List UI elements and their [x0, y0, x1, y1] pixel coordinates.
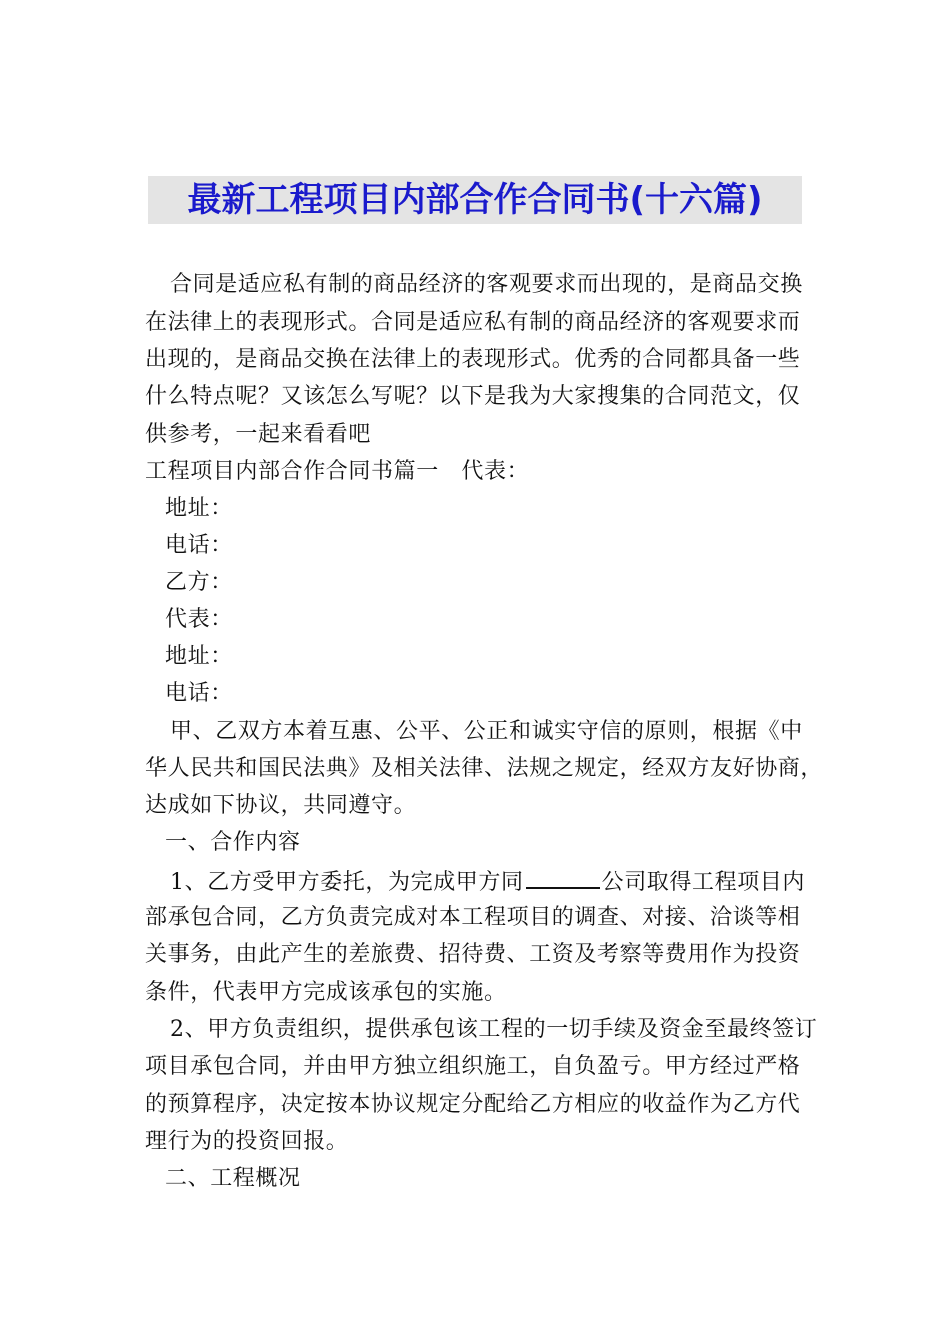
intro-line-1: 合同是适应私有制的商品经济的客观要求而出现的，是商品交换: [170, 272, 803, 297]
intro-line-2: 在法律上的表现形式。合同是适应私有制的商品经济的客观要求而: [145, 310, 801, 335]
section-heading: 工程项目内部合作合同书篇一 代表：: [145, 459, 530, 484]
clause1-line-2: 部承包合同，乙方负责完成对本工程项目的调查、对接、洽谈等相: [145, 905, 801, 930]
intro-line-3: 出现的，是商品交换在法律上的表现形式。优秀的合同都具备一些: [145, 347, 801, 372]
clause1-line-4: 条件，代表甲方完成该承包的实施。: [145, 980, 507, 1005]
document-title: 最新工程项目内部合作合同书(十六篇): [148, 176, 802, 224]
clause2-line-4: 理行为的投资回报。: [145, 1129, 349, 1154]
clause2-line-2: 项目承包合同，并由甲方独立组织施工，自负盈亏。甲方经过严格: [145, 1054, 801, 1079]
clause1-line-1: [170, 865, 805, 898]
agreement-line-3: 达成如下协议，共同遵守。: [145, 793, 417, 818]
agreement-line-1: 甲、乙双方本着互惠、公平、公正和诚实守信的原则，根据《中: [170, 719, 803, 744]
clause1-text-after: 公司取得工程项目内: [601, 870, 806, 895]
agreement-line-2: 华人民共和国民法典》及相关法律、法规之规定，经双方友好协商，: [145, 756, 824, 781]
clause1-line-3: 关事务，由此产生的差旅费、招待费、工资及考察等费用作为投资: [145, 942, 801, 967]
field-phone-2: 电话：: [165, 681, 233, 706]
part1-heading: 一、合作内容: [165, 830, 301, 855]
part2-heading: 二、工程概况: [165, 1166, 301, 1191]
field-representative: 代表：: [165, 607, 233, 632]
clause2-line-1: 2、甲方负责组织，提供承包该工程的一切手续及资金至最终签订: [170, 1017, 818, 1042]
field-phone-1: 电话：: [165, 533, 233, 558]
clause2-line-3: 的预算程序，决定按本协议规定分配给乙方相应的收益作为乙方代: [145, 1092, 801, 1117]
field-address-1: 地址：: [165, 496, 233, 521]
intro-line-4: 什么特点呢？又该怎么写呢？以下是我为大家搜集的合同范文，仅: [145, 384, 801, 409]
field-address-2: 地址：: [165, 644, 233, 669]
intro-line-5: 供参考，一起来看看吧: [145, 422, 372, 447]
fill-in-blank: [526, 865, 600, 889]
clause1-text-before: 1、乙方受甲方委托，为完成甲方同: [170, 870, 524, 895]
field-party-b: 乙方：: [165, 570, 233, 595]
